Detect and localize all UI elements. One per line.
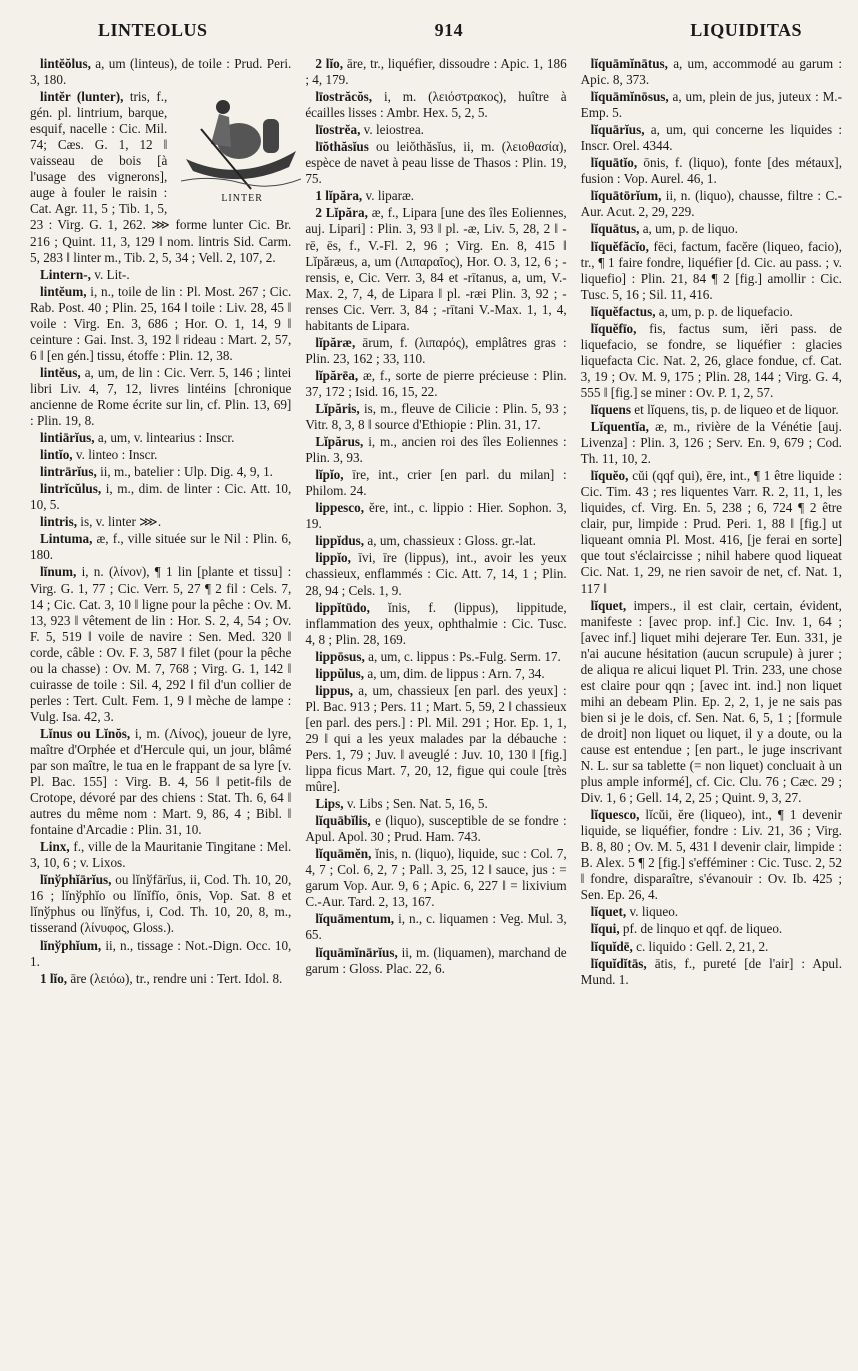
definition: i, m., dim. de linter : Cic. Att. 10, 10, 5. bbox=[30, 481, 292, 513]
dictionary-entry bbox=[581, 402, 842, 418]
headword: līostrĕa, bbox=[315, 122, 361, 138]
headword: lĭnum, bbox=[40, 564, 77, 580]
headword: lĭquāmentum, bbox=[315, 911, 395, 927]
definition: ĭnis, n. (liquo), liquide, suc : Col. 7, 4, 7 ; Col. 6, 2, 7 ; Pall. 3, 25, 12 ‖ sauce, jus : = garum Vop. Aur. 9, 6 ; Apic. 6, 227 ‖ = lixivium C.-Aur. Tard. 2, 13, 167. bbox=[305, 846, 567, 910]
headword: lĭpărēa, bbox=[315, 367, 359, 383]
headword: lĭpĭo, bbox=[315, 467, 344, 483]
headword: lĭnўphĭārĭus, bbox=[40, 872, 112, 888]
headword: lintĕŏlus, bbox=[40, 56, 91, 71]
headword: Lintuma, bbox=[40, 531, 93, 547]
headword: lĭquārĭus, bbox=[590, 122, 645, 138]
dictionary-entry bbox=[581, 155, 842, 187]
dictionary-entry bbox=[305, 600, 566, 648]
definition: ii, n. (liquo), chausse, filtre : C.-Aur. Acut. 2, 29, 229. bbox=[580, 188, 842, 220]
definition: i, m. (λειόστρακος), huître à écailles lisses : Ambr. Hex. 5, 2, 5. bbox=[305, 89, 567, 121]
definition: tris, f., gén. pl. lintrium, barque, esquif, nacelle : Cic. Mil. 74; Cæs. G. 1, 12 ‖ vaisseau de bois [à l'usage des vignerons], auge à fouler le raisin : Cat. Agr. 11, 5 ; Tib. 1, 5, 23 : Virg. G. 1, 262. ⋙ forme lunter Cic. Br. 216 ; Quint. 11, 3, 129 ‖ nom. lintris Sid. Carm. 5, 283 ‖ linter m., Tib. 2, 5, 34 ; Vell. 2, 107, 2. bbox=[30, 89, 292, 265]
headword: Lĭpărus, bbox=[315, 434, 364, 450]
definition: i, n. (λίνον), ¶ 1 lin [plante et tissu] : Virg. G. 1, 77 ; Cic. Verr. 5, 27 ¶ 2 fil : Cels. 7, 14 ; Cic. Cat. 3, 10 ‖ ligne pour la pêche : Ov. M. 13, 923 ‖ vêtement de lin : Hor. S. 2, 4, 54 ; Ov. F. 5, 519 ‖ voile de navire : Sen. Med. 320 ‖ corde, câble : Ov. F. 3, 587 ‖ filet (pour la pêche ou la chasse) : Ov. M. 7, 768 ; Virg. G. 1, 142 ‖ cuirasse de toile : Sil. 4, 292 ‖ fil d'un collier de perles : Tert. Cult. Fem. 1, 9 ‖ mèche de lampe : Vulg. Isa. 42, 3. bbox=[30, 564, 292, 724]
dictionary-entry bbox=[305, 533, 566, 549]
dictionary-entry bbox=[581, 921, 842, 937]
headword: lippĭdus, bbox=[315, 533, 365, 549]
headword: Linx, bbox=[40, 839, 70, 855]
dictionary-entry bbox=[30, 284, 291, 364]
header-last-headword: LIQUIDITAS bbox=[690, 20, 802, 40]
dictionary-entry bbox=[305, 911, 566, 943]
headword: lintris, bbox=[40, 514, 77, 530]
definition: a, um, p. de liquo. bbox=[642, 221, 738, 237]
dictionary-entry bbox=[30, 564, 291, 724]
definition: īre, int., crier [en parl. du milan] : Philom. 24. bbox=[305, 467, 567, 499]
dictionary-entry bbox=[581, 188, 842, 220]
definition: ārum, f. (λιπαρός), emplâtres gras : Plin. 23, 162 ; 33, 110. bbox=[305, 334, 567, 366]
definition: is, v. linter ⋙. bbox=[80, 514, 162, 530]
dictionary-entry bbox=[305, 188, 566, 204]
definition: a, um, dim. de lippus : Arn. 7, 34. bbox=[367, 665, 545, 681]
definition: a, um, plein de jus, juteux : M.-Emp. 5. bbox=[580, 89, 842, 121]
headword: lĭquātĭo, bbox=[590, 155, 638, 171]
dictionary-entry bbox=[305, 796, 566, 812]
headword: 2 lĭo, bbox=[315, 56, 343, 71]
definition: fis, factus sum, iĕri pass. de liquefacio, se fondre, se liquéfier : glacies liquefacta Cic. Nat. 2, 26, glace fondue, cf. Cat. 3, 19 ; Ov. M. 9, 175 ; Plin. 28, 144 ; Virg. G. 4, 555 ‖ [fig.] se miner : Ov. P. 1, 2, 57. bbox=[580, 320, 842, 400]
page-number: 914 bbox=[434, 20, 464, 40]
illustration-caption: LINTER bbox=[221, 193, 263, 205]
dictionary-entry bbox=[305, 467, 566, 499]
definition: i, n., toile de lin : Pl. Most. 267 ; Cic. Rab. Post. 40 ; Plin. 25, 164 ‖ toile : Liv. 28, 45 ‖ voile : Virg. En. 3, 686 ; Hor. O. 1, 14, 9 ‖ ceinture : Gai. Inst. 3, 192 ‖ rideau : Mart. 2, 57, 6 ‖ [en gén.] tissu, étoffe : Plin. 12, 38. bbox=[30, 283, 292, 363]
headword: lĭqui, bbox=[590, 921, 620, 937]
definition: æ, f., Lipara [une des îles Eoliennes, auj. Lipari] : Plin. 3, 93 ‖ pl. -æ, Liv. 5, 28, 2 ‖ -rē, ēs, f., V.-Fl. 2, 96 ; Virg. En. 8, 415 ‖ Lĭpăræus, a, um (Λιπαραῖος), Hor. O. 3, 12, 6 ; -rensis, e, Cic. Verr. 3, 84 et -rītanus, a, um, V.-Max. 2, 7, 4, de Lipara ‖ pl. -ræi Plin. 3, 92 ; -renses Cic. Verr. 3, 84 ; -rītani V.-Max. 1, 1, 4, habitants de Lipara. bbox=[305, 205, 567, 333]
definition: æ, m., rivière de la Vénétie [auj. Livenza] : Plin. 3, 126 ; Serv. En. 9, 679 ; Cod. Th. 11, 10, 2. bbox=[580, 419, 842, 467]
headword: lĭquĭdē, bbox=[590, 938, 633, 954]
definition: āre, tr., liquéfier, dissoudre : Apic. 1, 186 ; 4, 179. bbox=[305, 56, 567, 88]
dictionary-entry bbox=[305, 945, 566, 977]
dictionary-entry bbox=[30, 447, 291, 463]
dictionary-entry bbox=[305, 401, 566, 433]
definition: is, m., fleuve de Cilicie : Plin. 5, 93 ; Vitr. 8, 3, 8 ‖ source d'Ethiopie : Plin. 31, 17. bbox=[305, 400, 567, 433]
definition: i, n., c. liquamen : Veg. Mul. 3, 65. bbox=[305, 911, 567, 943]
definition: ĭnis, f. (lippus), lippitude, inflammation des yeux, ophthalmie : Cic. Tusc. 4, 8 ; Plin. 28, 169. bbox=[305, 599, 567, 647]
dictionary-entry bbox=[305, 500, 566, 532]
headword: lĭquāmĭnōsus, bbox=[590, 89, 669, 105]
definition: fēci, factum, facĕre (liqueo, facio), tr., ¶ 1 faire fondre, liquéfier [d. Cic. au pass. ; v. liquefio] : Plin. 21, 84 ¶ 2 [fig.] amollir : Cic. Tusc. 5, 16 ; Sil. 11, 416. bbox=[580, 238, 842, 302]
dictionary-entry bbox=[30, 430, 291, 446]
definition: v. liparæ. bbox=[365, 188, 415, 204]
headword: lĭquesco, bbox=[590, 807, 640, 823]
dictionary-entry bbox=[581, 89, 842, 121]
definition: ii, m. (liquamen), marchand de garum : Gloss. Plac. 22, 6. bbox=[305, 944, 567, 976]
definition: a, um, chassieux [en parl. des yeux] : Pl. Bac. 913 ; Pers. 11 ; Mart. 5, 59, 2 ‖ chassieux [en parl. des pers.] : Pl. Mil. 291 ; Hor. Ep. 1, 1, 29 ‖ qui a les yeux malades par la débauche : Pers. 1, 79 ; Juv. ‖ aveuglé : Juv. 10, 130 ‖ [fig.] lippa ficus Mart. 7, 20, 12, figue qui coule [très mûre]. bbox=[305, 682, 567, 795]
headword: lĭquet, bbox=[590, 904, 627, 920]
headword: lĭquens bbox=[590, 401, 631, 417]
dictionary-entry bbox=[30, 267, 291, 283]
dictionary-entry bbox=[581, 468, 842, 596]
headword: lĭquātōrĭum, bbox=[590, 188, 662, 204]
column-3 bbox=[581, 56, 842, 989]
definition: e (liquo), susceptible de se fondre : Apul. Apol. 30 ; Prud. Ham. 743. bbox=[305, 813, 567, 845]
headword: lippesco, bbox=[315, 500, 365, 516]
definition: a, um (linteus), de toile : Prud. Peri. 3, 180. bbox=[30, 56, 292, 88]
headword: lĭquĕfīo, bbox=[590, 320, 637, 336]
definition: f., ville de la Mauritanie Tingitane : Mel. 3, 10, 6 ; v. Lixos. bbox=[30, 839, 292, 871]
dictionary-entry bbox=[305, 434, 566, 466]
headword: lĭquāmĕn, bbox=[315, 846, 372, 862]
dictionary-entry bbox=[305, 122, 566, 138]
headword: lĭquĕo, bbox=[590, 468, 629, 484]
dictionary-entry bbox=[30, 365, 291, 429]
definition: ātis, f., pureté [de l'air] : Apul. Mund. 1. bbox=[580, 955, 842, 987]
definition: et lĭquens, tis, p. de liqueo et de liquor. bbox=[634, 401, 839, 417]
headword: lintrārĭus, bbox=[40, 464, 97, 480]
headword: lĭquet, bbox=[590, 597, 627, 613]
dictionary-entry bbox=[305, 205, 566, 333]
dictionary-entry bbox=[581, 939, 842, 955]
dictionary-entry bbox=[581, 221, 842, 237]
dictionary-entry bbox=[305, 683, 566, 795]
headword: lippōsus, bbox=[315, 648, 365, 664]
dictionary-entry bbox=[305, 89, 566, 121]
headword: lintĕum, bbox=[40, 283, 87, 299]
definition: v. Lit-. bbox=[94, 266, 130, 282]
headword: lippŭlus, bbox=[315, 665, 365, 681]
headword: lĭquāmĭnātus, bbox=[590, 56, 668, 71]
definition: cŭi (qqf qui), ēre, int., ¶ 1 être liquide : Cic. Tim. 43 ; res liquentes Varr. R. 2, 11, 1, les liquides, cf. Virg. En. 5, 238 ; 6, 724 ¶ 2 être clair, pur, limpide : Prud. Peri. 1, 88 ‖ [fig.] ut liqueant omnia Pl. Most. 416, [je ferai en sorte] que tout s'éclaircisse ; nihil habere quod liqueat Cic. Nat. 1, 29, ne rien savoir de net, cf. Nat. 1, 117 ‖ bbox=[580, 468, 842, 596]
definition: c. liquido : Gell. 2, 21, 2. bbox=[636, 938, 769, 954]
dictionary-entry bbox=[30, 839, 291, 871]
dictionary-entry bbox=[30, 938, 291, 970]
dictionary-entry bbox=[30, 481, 291, 513]
column-2 bbox=[305, 56, 566, 989]
definition: a, um, chassieux : Gloss. gr.-lat. bbox=[367, 533, 536, 549]
dictionary-entry bbox=[30, 514, 291, 530]
headword: lĭquĕfăcĭo, bbox=[590, 238, 649, 254]
definition: ii, m., batelier : Ulp. Dig. 4, 9, 1. bbox=[100, 464, 273, 480]
headword: līŏthăsĭus bbox=[315, 139, 369, 155]
headword: lippus, bbox=[315, 682, 354, 698]
definition: a, um, accommodé au garum : Apic. 8, 373. bbox=[580, 56, 842, 88]
headword: Lips, bbox=[315, 796, 344, 812]
dictionary-entry bbox=[305, 335, 566, 367]
header-first-headword: LINTEOLUS bbox=[98, 20, 208, 40]
definition: pf. de linquo et qqf. de liqueo. bbox=[622, 921, 783, 937]
column-1 bbox=[30, 56, 291, 989]
headword: 1 lĭpăra, bbox=[315, 188, 363, 204]
definition: v. leiostrea. bbox=[363, 122, 424, 138]
dictionary-entry bbox=[30, 89, 291, 266]
headword: lintĕr (lunter), bbox=[40, 89, 124, 105]
definition: æ, f., sorte de pierre précieuse : Plin. 37, 172 ; Isid. 16, 15, 22. bbox=[305, 367, 567, 399]
definition: a, um, de lin : Cic. Verr. 5, 146 ; lintei libri Liv. 4, 7, 12, livres lintéins [chronique ancienne de Rome écrite sur lin, cf. Plin. 13, 69] : Plin. 19, 8. bbox=[30, 364, 292, 429]
dictionary-entry bbox=[305, 550, 566, 598]
dictionary-entry bbox=[581, 321, 842, 401]
boat-illustration-icon bbox=[171, 89, 291, 207]
dictionary-entry bbox=[581, 304, 842, 320]
definition: ou leiŏthăsĭus, ii, m. (λειοθασία), espèce de navet à peau lisse de Thasos : Plin. 19, 75. bbox=[305, 139, 567, 187]
dictionary-entry bbox=[581, 904, 842, 920]
dictionary-entry bbox=[581, 239, 842, 303]
headword: līostrăcŏs, bbox=[315, 89, 373, 105]
dictionary-entry bbox=[305, 846, 566, 910]
columns bbox=[30, 56, 842, 989]
definition: a, um, c. lippus : Ps.-Fulg. Serm. 17. bbox=[368, 648, 561, 664]
headword: lintrĭcŭlus, bbox=[40, 481, 102, 497]
definition: īvi, īre (lippus), int., avoir les yeux chassieux, enflammés : Cic. Att. 7, 14, 1 ; Plin. 28, 94 ; Cels. 1, 9. bbox=[305, 550, 567, 598]
headword: Lĭquentĭa, bbox=[590, 419, 649, 435]
headword: Lintern-, bbox=[40, 266, 91, 282]
dictionary-entry bbox=[30, 872, 291, 936]
headword: 2 Lĭpăra, bbox=[315, 205, 368, 221]
headword: lintiārĭus, bbox=[40, 430, 95, 446]
definition: a, um, v. lintearius : Inscr. bbox=[97, 430, 235, 446]
dictionary-entry bbox=[305, 649, 566, 665]
dictionary-entry bbox=[30, 464, 291, 480]
headword: lĭquĭdĭtās, bbox=[590, 955, 647, 971]
headword: lippĭo, bbox=[315, 550, 351, 566]
dictionary-entry bbox=[305, 56, 566, 88]
definition: āre (λειόω), tr., rendre uni : Tert. Idol. 8. bbox=[70, 970, 283, 986]
boat-drawing bbox=[181, 89, 301, 194]
definition: i, m. (Λίνος), joueur de lyre, maître d'Orphée et d'Hercule qui, un jour, blâmé par son maître, le tua en le frappant de sa lyre [v. Pl. Bac. 155] : Virg. B. 4, 56 ‖ petit-fils de Crotope, dévoré par des chiens : Stat. Th. 6, 64 ‖ autres du même nom : Mart. 9, 86, 4 ; Bibl. ‖ fontaine d'Arcadie : Plin. 31, 10. bbox=[30, 725, 292, 838]
definition: ĕre, int., c. lippio : Hier. Sophon. 3, 19. bbox=[305, 500, 567, 532]
headword: lippĭtūdo, bbox=[315, 599, 370, 615]
dictionary-entry bbox=[30, 971, 291, 987]
headword: lintĕus, bbox=[40, 364, 81, 380]
headword: Lĭpăris, bbox=[315, 400, 360, 416]
definition: a, um, qui concerne les liquides : Inscr. Orel. 4344. bbox=[580, 122, 842, 154]
page-header bbox=[30, 20, 842, 46]
dictionary-entry bbox=[305, 368, 566, 400]
headword: lintĭo, bbox=[40, 447, 73, 463]
dictionary-entry bbox=[581, 56, 842, 88]
dictionary-entry bbox=[30, 531, 291, 563]
definition: lĭcŭi, ĕre (liqueo), int., ¶ 1 devenir liquide, se liquéfier, fondre : Liv. 21, 36 ; Virg. B. 8, 80 ; Ov. M. 5, 431 ‖ devenir clair, limpide : B. Alex. 5 ¶ 2 [fig.] s'efféminer : Cic. Tusc. 2, 52 ‖ fondre, disparaître, s'évanouir : Ov. Ib. 425 ; Sen. Ep. 26, 4. bbox=[580, 807, 842, 903]
dictionary-entry bbox=[30, 56, 291, 88]
definition: ou lĭnўfārĭus, ii, Cod. Th. 10, 20, 16 ; lĭnўphĭo ou lĭnĭfĭo, ōnis, Vop. Sat. 8 et lĭnўphus ou lĭnўfus, i, Cod. Th. 10, 20, 8, m., tisserand (λίνυφος, Gloss.). bbox=[30, 872, 292, 936]
headword: Lĭnus ou Lĭnŏs, bbox=[40, 725, 131, 741]
definition: i, m., ancien roi des îles Eoliennes : Plin. 3, 93. bbox=[305, 434, 567, 466]
headword: lĭnўphĭum, bbox=[40, 937, 102, 953]
dictionary-entry bbox=[581, 598, 842, 807]
dictionary-entry bbox=[581, 419, 842, 467]
definition: impers., il est clair, certain, évident, manifeste : [avec prop. inf.] Cic. Inv. 1, 64 ; [avec inf.] liquet mihi dejerare Ter. Eun. 331, je n'ai aucune hésitation (aucun scrupule) à jurer ; de aliqua re alicui liquet Pl. Trin. 233, une chose est claire pour qqn ; [avec int. ind.] non liquet mihi an debeam Plin. Ep. 2, 2, 1, je ne sais pas bien si je le dois, cf. Sen. Nat. 6, 5, 1 ; [formule de droit] non liquet ou liquet, il y a doute, ou la cause est entendue ; [en part., le juge inscrivant N. L. sur sa tablette (= non liquet) concluait à un plus ample informé], cf. Cic. Clu. 76 ; Cæc. 29 ; Div. 1, 6 ; Gell. 14, 2, 25 ; Quint. 9, 3, 27. bbox=[580, 597, 842, 806]
dictionary-entry bbox=[581, 956, 842, 988]
headword: lĭquātus, bbox=[590, 221, 640, 237]
definition: v. linteo : Inscr. bbox=[75, 447, 158, 463]
headword: lĭquĕfactus, bbox=[590, 303, 656, 319]
headword: lĭquābĭlis, bbox=[315, 813, 371, 829]
dictionary-entry bbox=[581, 807, 842, 903]
headword: lĭquāmĭnārĭus, bbox=[315, 944, 398, 960]
definition: v. liqueo. bbox=[629, 904, 679, 920]
dictionary-entry bbox=[581, 122, 842, 154]
definition: a, um, p. p. de liquefacio. bbox=[658, 303, 793, 319]
headword: lĭpăræ, bbox=[315, 334, 356, 350]
definition: æ, f., ville située sur le Nil : Plin. 6, 180. bbox=[30, 531, 292, 563]
definition: v. Libs ; Sen. Nat. 5, 16, 5. bbox=[346, 796, 488, 812]
dictionary-entry bbox=[305, 666, 566, 682]
dictionary-entry bbox=[305, 813, 566, 845]
dictionary-entry bbox=[305, 139, 566, 187]
definition: ōnis, f. (liquo), fonte [des métaux], fusion : Vop. Aurel. 46, 1. bbox=[580, 155, 842, 187]
dictionary-entry bbox=[30, 726, 291, 838]
definition: ii, n., tissage : Not.-Dign. Occ. 10, 1. bbox=[30, 937, 292, 969]
headword: 1 lĭo, bbox=[40, 970, 68, 986]
